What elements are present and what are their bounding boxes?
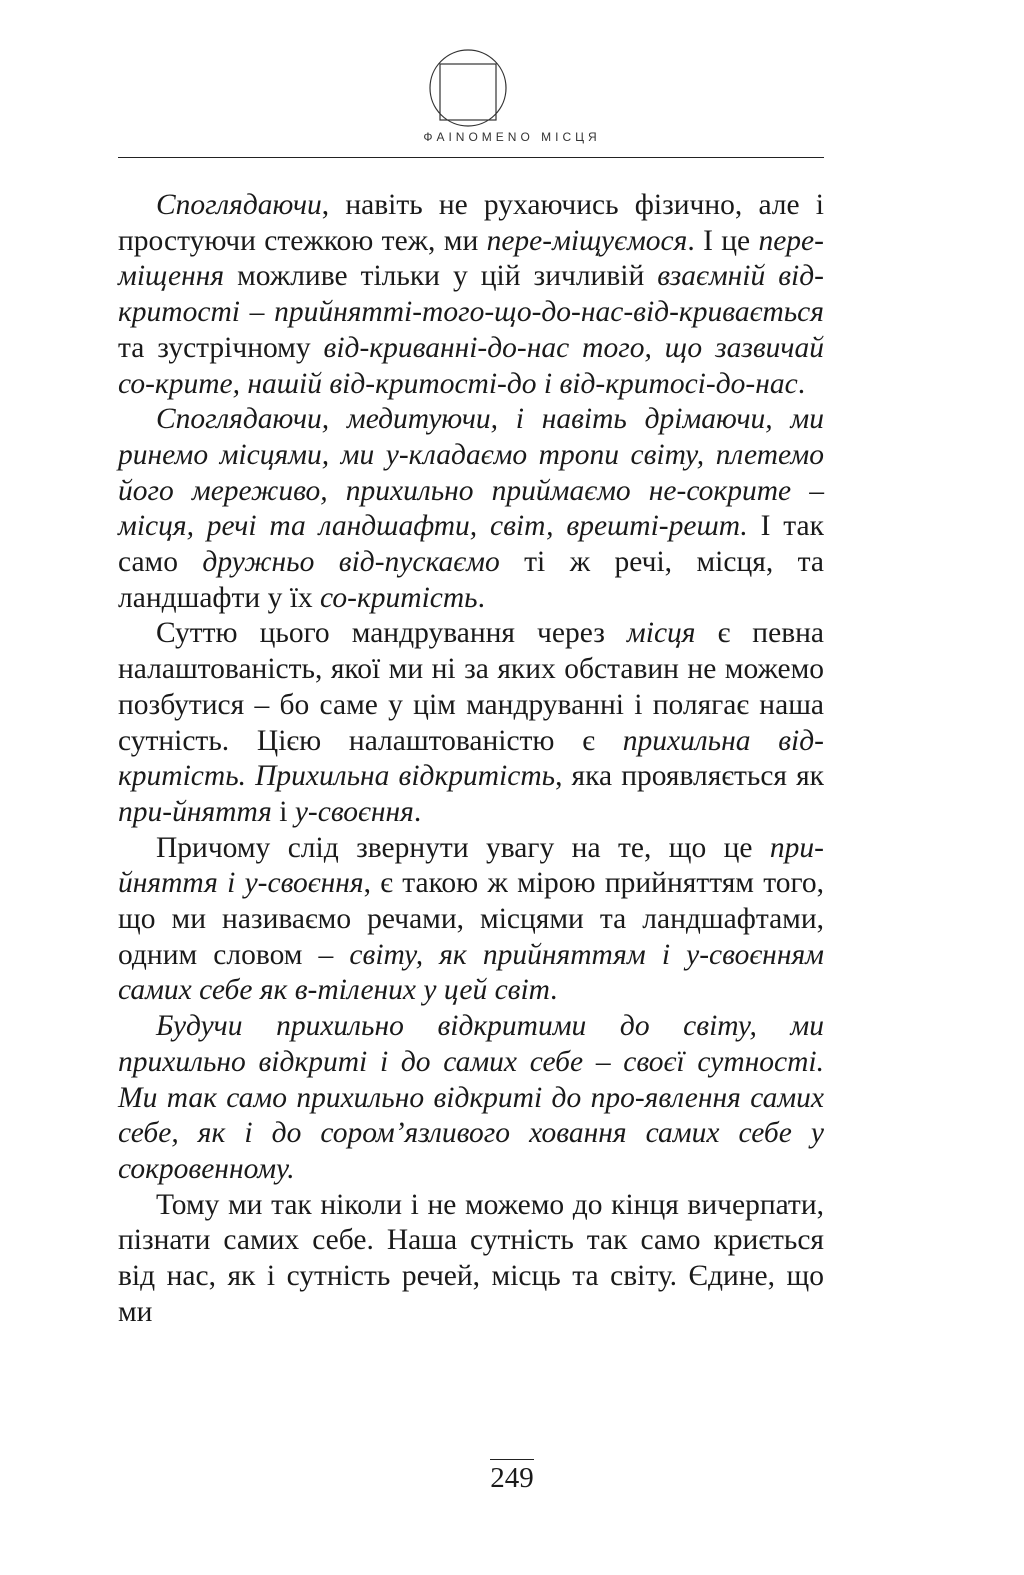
text-run: і (271, 795, 295, 828)
text-run: Причому слід звернути увагу на те, що це (156, 831, 770, 864)
paragraph (118, 831, 824, 1010)
text-run: Тому ми так ніколи і не можемо до кінця вичерпати, пізнати самих себе. Наша сутність так само криється від нас, як і сутність речей, місць та світу. Єдине, що ми (118, 1188, 824, 1328)
italic-run: прихильна від-критість. Прихильна відкритість (118, 724, 824, 793)
italic-run: при-йняття і у-своєння (118, 831, 824, 900)
text-run: та зустрічному (118, 331, 324, 364)
italic-run: від-криванні-до-нас того, що зазвичай со-крите, нашій від-критості-до і від-критосі-до-нас (118, 331, 824, 400)
text-run: ті ж речі, місця, та ландшафти у їх (118, 546, 824, 614)
italic-run: пере-міщуємося (486, 224, 688, 257)
paragraph (118, 402, 824, 616)
header-rule (118, 157, 824, 158)
text-run: , є такою ж мірою прийняттям того, що ми називаємо речами, місцями та ландшафтами, одним словом – (118, 867, 824, 971)
text-run: . (477, 581, 485, 614)
italic-run: взаємній від-критості – прийнятті-того-що-до-нас-від-кривається (118, 260, 824, 329)
italic-run: місця (626, 617, 696, 650)
paragraph (118, 1188, 824, 1331)
text-run: . (797, 367, 806, 400)
text-run: . (549, 974, 558, 1007)
italic-run: Будучи прихильно відкритими до світу, ми прихильно відкриті і до самих себе – своєї сутності. Ми так само прихильно відкриті до про-явлення самих себе, як і до сором’язливого ховання самих себе у сокровенному. (118, 1010, 824, 1185)
text-run: . (413, 795, 422, 828)
body-text (118, 188, 824, 1331)
running-head: ФAINOMENO МІСЦЯ (423, 130, 601, 144)
text-run: , навіть не рухаючись фізично, але і простуючи стежкою теж, ми (118, 189, 824, 257)
text-run: можливе тільки у цій зичливій (224, 260, 658, 293)
italic-run: Споглядаючи (156, 189, 322, 221)
italic-run: при-йняття (118, 795, 272, 828)
italic-run: світу, як прийняттям і у-своєнням самих себе як в-тілених у цей світ (118, 938, 824, 1007)
italic-run: Споглядаючи, медитуючи, і навіть дрімаючи, ми ринемо місцями, ми у-кладаємо тропи світу, плетемо його мереживо, прихильно приймаємо не-сокрите – місця, речі та ландшафти, світ, врешті-решт. (118, 403, 824, 543)
italic-run: дружньо від-пускаємо (202, 546, 500, 579)
page-number-container (0, 1462, 1024, 1495)
paragraph (118, 616, 824, 830)
circle-square-emblem-icon (428, 48, 508, 128)
paragraph (118, 188, 824, 402)
paragraph (118, 1009, 824, 1188)
page-number: 249 (490, 1459, 534, 1494)
text-run: . І це (687, 224, 759, 257)
italic-run: со-критість (320, 581, 478, 614)
italic-run: пере-міщення (118, 224, 824, 293)
text-run: є певна налаштованість, якої ми ні за яких обставин не можемо позбутися – бо саме у цім мандруванні і полягає наша сутність. Цією налаштованістю є (118, 617, 824, 757)
text-run: І так само (118, 510, 824, 579)
text-run: , яка проявляється як (555, 760, 824, 793)
italic-run: у-своєння (294, 795, 414, 828)
text-run: Суттю цього мандрування через (156, 617, 627, 650)
